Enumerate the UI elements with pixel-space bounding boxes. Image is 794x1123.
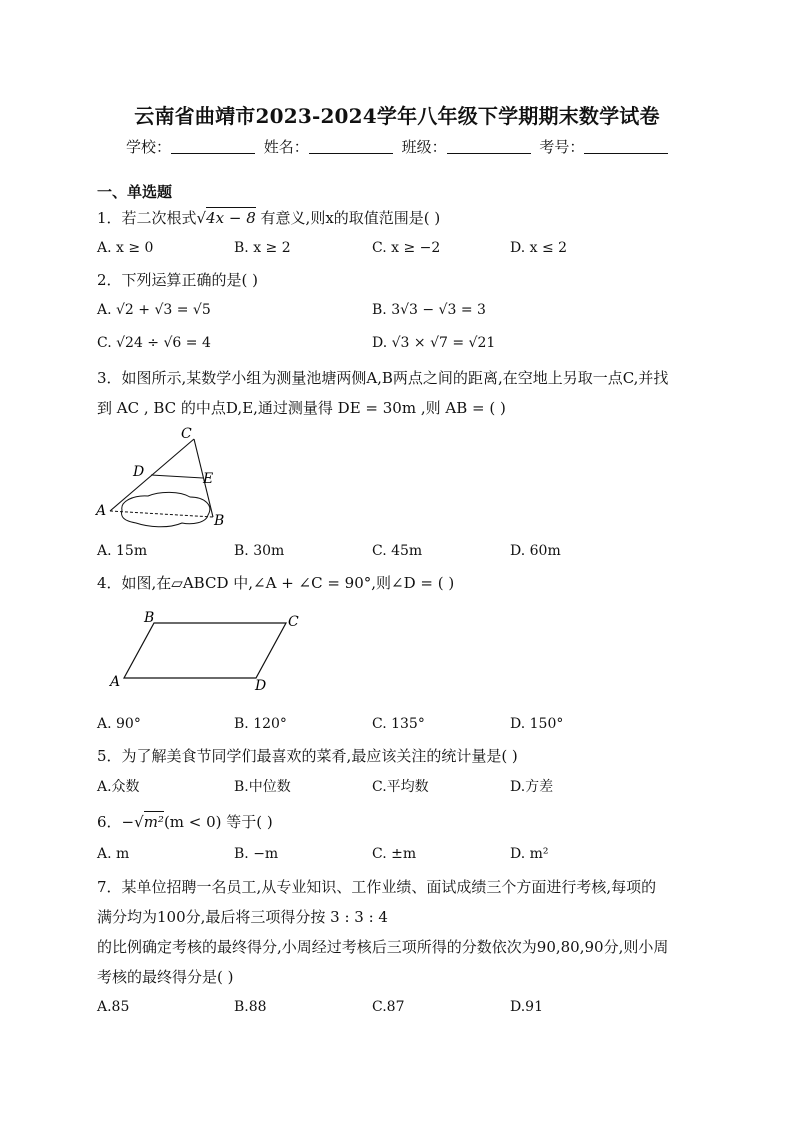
q7-option-a[interactable]: A.85	[97, 999, 130, 1015]
q3-label-d: D	[133, 464, 145, 480]
q3-pond-triangle-figure	[92, 425, 232, 533]
question-3-line-2: 到 AC , BC 的中点D,E,通过测量得 DE = 30m ,则 AB = ( )	[97, 399, 506, 417]
question-5-stem: 5．为了解美食节同学们最喜欢的菜肴,最应该关注的统计量是( )	[97, 747, 518, 765]
q6-minus: −	[121, 813, 135, 831]
name-label: 姓名：	[263, 138, 309, 156]
q5-option-c[interactable]: C.平均数	[372, 779, 429, 795]
q5-option-a[interactable]: A.众数	[97, 779, 140, 795]
student-info-line	[126, 136, 672, 157]
q5-option-d[interactable]: D.方差	[510, 779, 554, 795]
q1-pre: 1．若二次根式	[97, 209, 197, 227]
question-3-line-1: 3．如图所示,某数学小组为测量池塘两侧A,B两点之间的距离,在空地上另取一点C,并找	[97, 369, 669, 387]
q1-option-c[interactable]: C. x ≥ −2	[372, 240, 441, 256]
q7-option-b[interactable]: B.88	[234, 999, 267, 1015]
name-blank[interactable]	[309, 139, 393, 154]
question-7-line-1: 7．某单位招聘一名员工,从专业知识、工作业绩、面试成绩三个方面进行考核,每项的	[97, 878, 657, 896]
parallelogram-abcd	[124, 623, 286, 678]
q6-option-b[interactable]: B. −m	[234, 846, 279, 862]
q3-label-b: B	[214, 513, 225, 529]
question-2-stem: 2．下列运算正确的是( )	[97, 271, 259, 289]
q2-option-b[interactable]: B. 3√3 − √3 = 3	[372, 302, 486, 318]
q1-radicand: 4x − 8	[206, 209, 256, 227]
q4-parallelogram-figure	[106, 610, 306, 695]
q2-option-a[interactable]: A. √2 + √3 = √5	[97, 302, 211, 318]
question-6-stem: 6．−√m²(m < 0) 等于( )	[97, 813, 273, 831]
q1-option-d[interactable]: D. x ≤ 2	[510, 240, 568, 256]
class-label: 班级：	[401, 138, 447, 156]
q7-option-c[interactable]: C.87	[372, 999, 405, 1015]
q6-option-c[interactable]: C. ±m	[372, 846, 417, 862]
question-7-line-2: 满分均为100分,最后将三项得分按 3 : 3 : 4	[97, 908, 388, 926]
q2-option-d[interactable]: D. √3 × √7 = √21	[372, 335, 496, 351]
q4-option-a[interactable]: A. 90°	[97, 716, 141, 732]
school-blank[interactable]	[171, 139, 255, 154]
class-blank[interactable]	[447, 139, 531, 154]
segment-ab-dashed	[110, 511, 213, 517]
q3-option-c[interactable]: C. 45m	[372, 543, 423, 559]
q6-post: (m < 0) 等于( )	[163, 813, 273, 831]
section-title: 一、单选题	[97, 183, 173, 201]
q5-option-b[interactable]: B.中位数	[234, 779, 291, 795]
q1-post: 有意义,则x的取值范围是( )	[260, 209, 441, 227]
q3-label-e: E	[203, 471, 214, 487]
q4-label-c: C	[288, 614, 299, 630]
question-1-stem: 1．若二次根式√4x − 8 有意义,则x的取值范围是( )	[97, 209, 441, 227]
q2-option-c[interactable]: C. √24 ÷ √6 = 4	[97, 335, 211, 351]
number-blank[interactable]	[584, 139, 668, 154]
q4-label-a: A	[110, 674, 121, 690]
page-title: 云南省曲靖市2023-2024学年八年级下学期期末数学试卷	[134, 104, 660, 128]
q3-option-d[interactable]: D. 60m	[510, 543, 561, 559]
school-label: 学校：	[126, 138, 172, 156]
q3-option-b[interactable]: B. 30m	[234, 543, 285, 559]
question-7-line-3: 的比例确定考核的最终得分,小周经过考核后三项所得的分数依次为90,80,90分,则小周	[97, 938, 669, 956]
question-4-stem: 4．如图,在▱ABCD 中,∠A + ∠C = 90°,则∠D = ( )	[97, 574, 455, 592]
number-label: 考号：	[539, 138, 585, 156]
q3-option-a[interactable]: A. 15m	[97, 543, 148, 559]
q4-label-b: B	[144, 610, 155, 626]
q7-option-d[interactable]: D.91	[510, 999, 543, 1015]
q4-label-d: D	[255, 678, 267, 694]
q6-option-a[interactable]: A. m	[97, 846, 130, 862]
q3-label-a: A	[96, 503, 107, 519]
q1-option-b[interactable]: B. x ≥ 2	[234, 240, 291, 256]
q4-option-c[interactable]: C. 135°	[372, 716, 425, 732]
q4-option-b[interactable]: B. 120°	[234, 716, 287, 732]
pond-shape	[122, 492, 210, 526]
q6-radicand: m²	[143, 813, 164, 831]
q4-option-d[interactable]: D. 150°	[510, 716, 564, 732]
question-7-line-4: 考核的最终得分是( )	[97, 968, 234, 986]
q6-pre: 6．	[97, 813, 122, 831]
q1-option-a[interactable]: A. x ≥ 0	[97, 240, 154, 256]
q6-option-d[interactable]: D. m²	[510, 846, 549, 862]
q3-label-c: C	[181, 426, 192, 442]
segment-de	[151, 475, 203, 478]
